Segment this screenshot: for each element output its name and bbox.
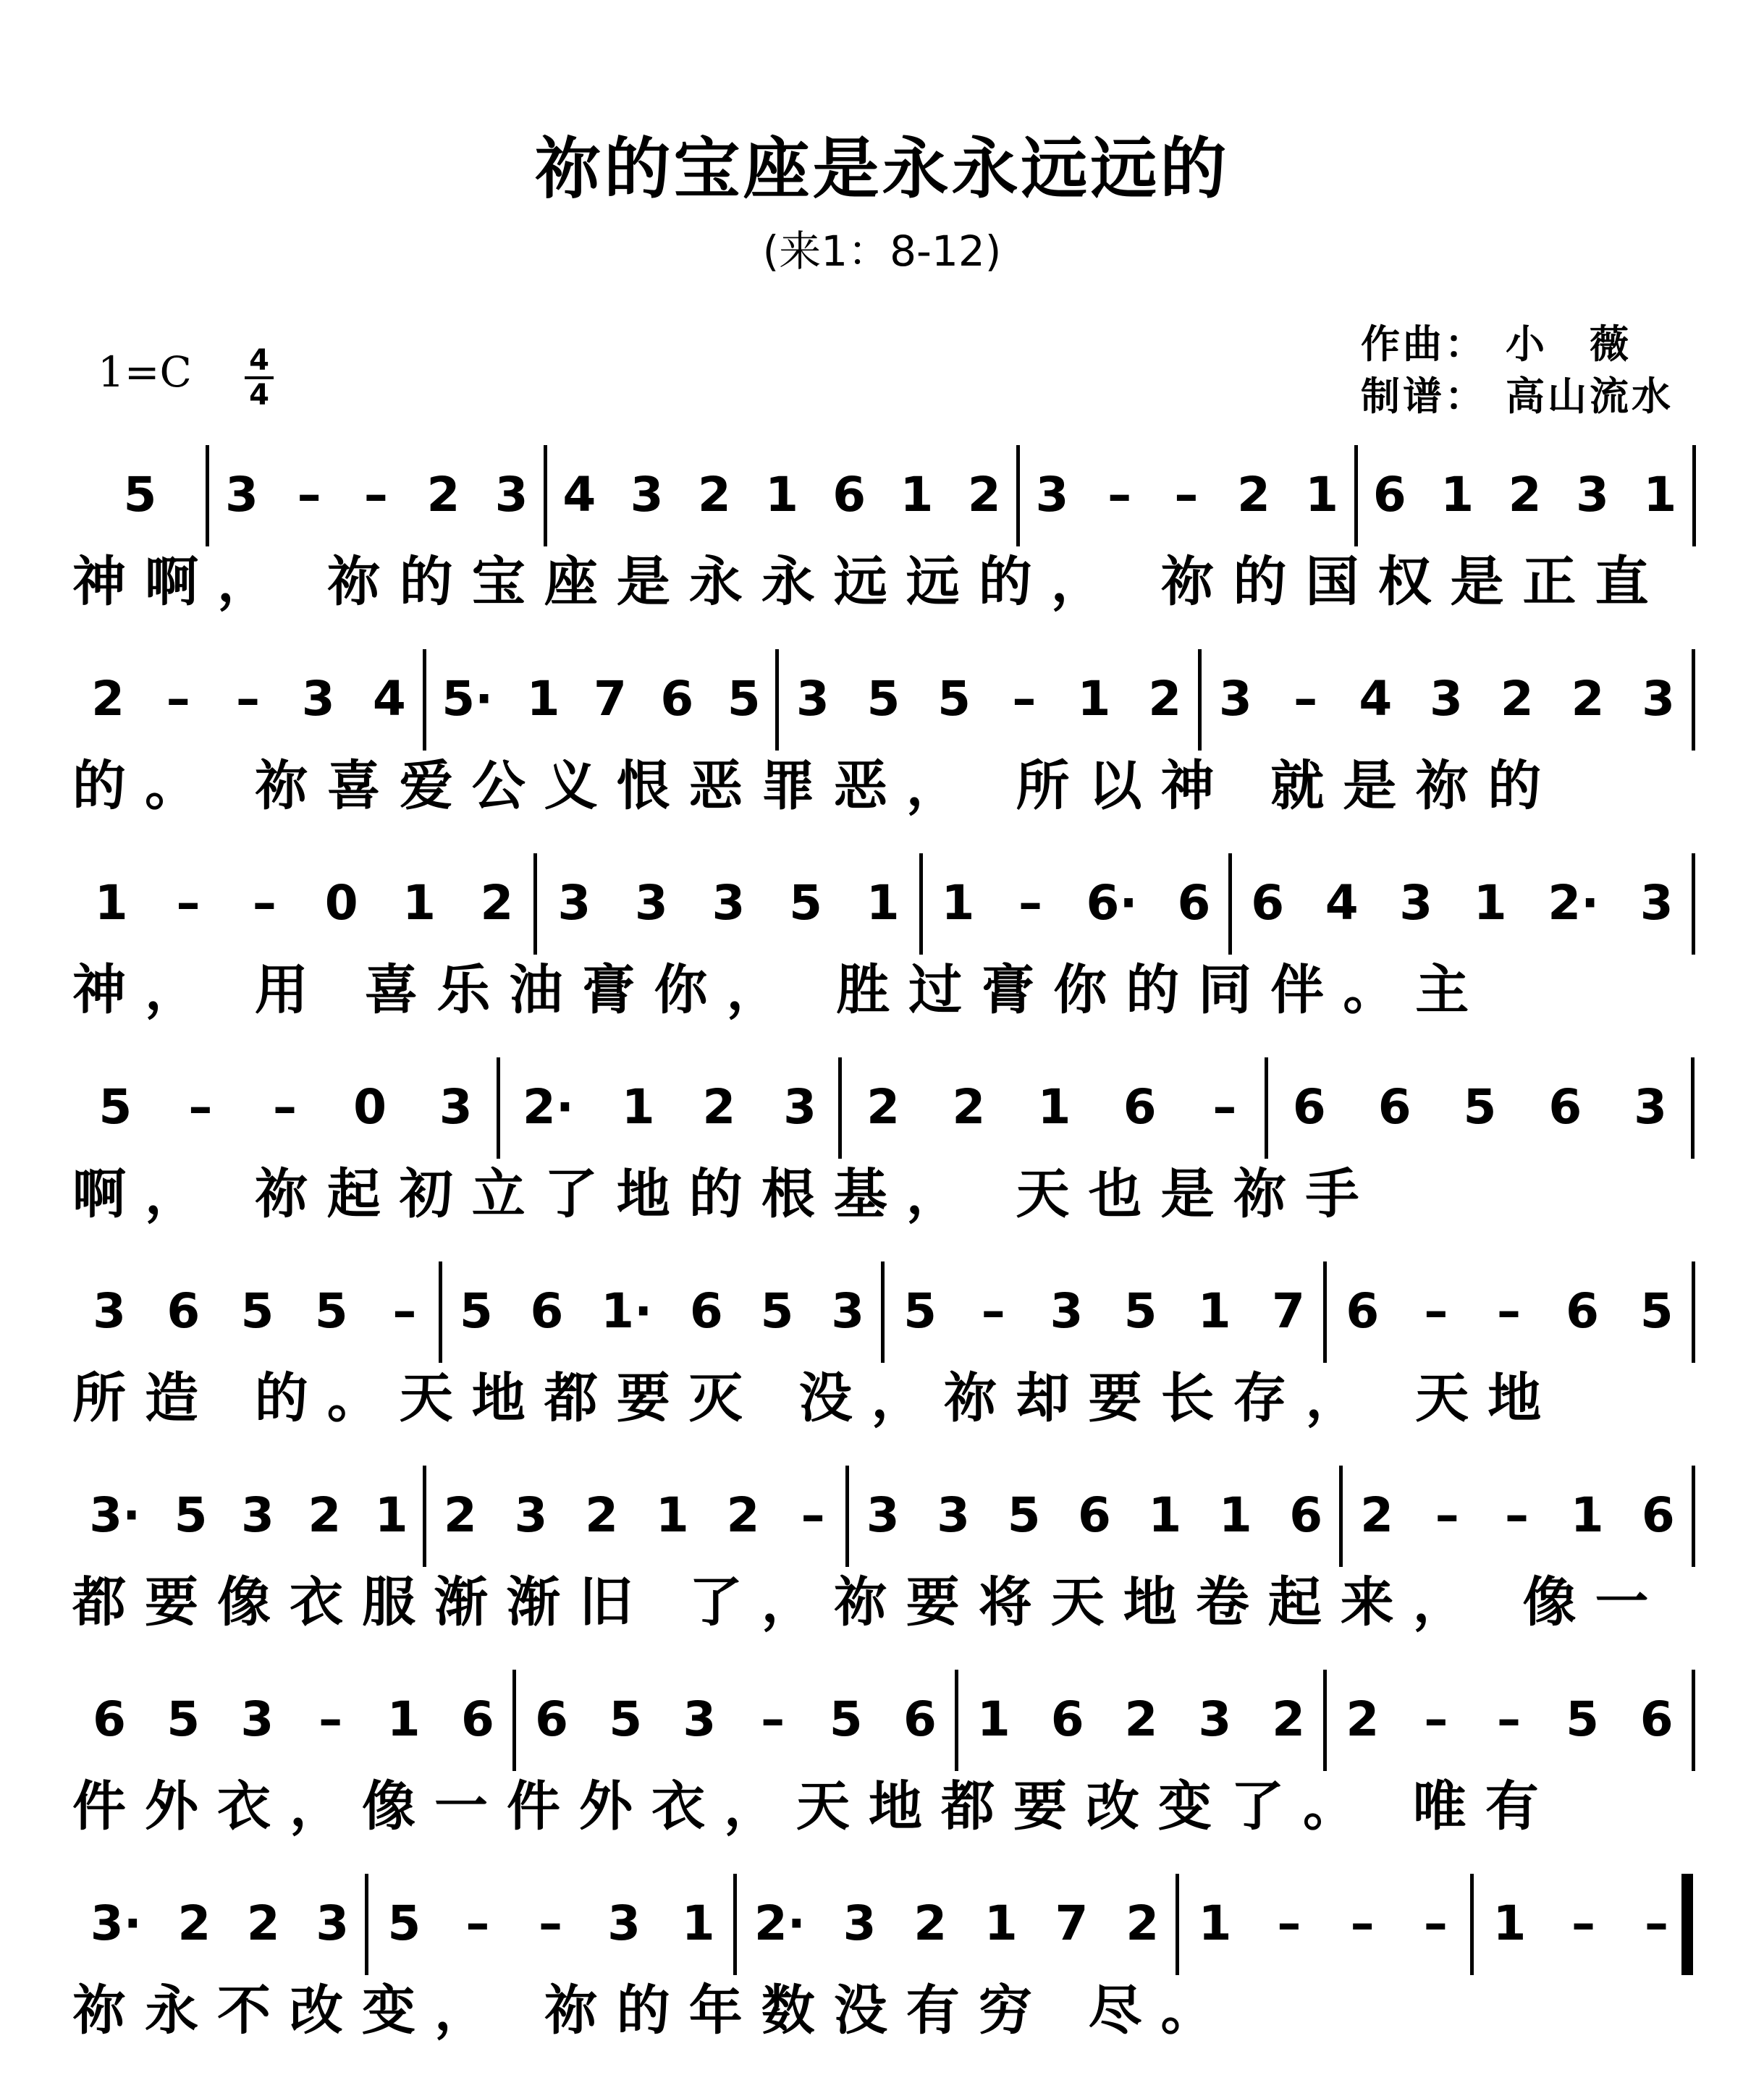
note: 5 — [789, 875, 823, 931]
note: 2 — [480, 875, 514, 931]
note: 1 — [1440, 467, 1474, 523]
barline — [439, 1261, 442, 1363]
note: 3 — [225, 467, 258, 523]
note: – — [801, 1487, 825, 1543]
barline — [497, 1057, 500, 1159]
note: 1 — [1570, 1487, 1604, 1543]
note: 6 — [530, 1283, 564, 1339]
lyrics-line: 件外衣，像一件外衣，天地都要改变了。 唯有 — [72, 1775, 1558, 1838]
measure — [72, 671, 425, 746]
note: 3 — [843, 1895, 877, 1951]
note: 5 — [1123, 1283, 1157, 1339]
note: 2 — [426, 467, 460, 523]
measure — [536, 875, 921, 950]
barline — [206, 445, 209, 546]
note: 1 — [621, 1079, 655, 1135]
note: – — [1497, 1691, 1521, 1747]
note: 1 — [866, 875, 900, 931]
notation-row — [72, 1466, 1694, 1567]
notation-row — [72, 649, 1694, 751]
time-signature — [245, 346, 274, 410]
note: 1 — [984, 1895, 1018, 1951]
note: 5 — [829, 1691, 863, 1747]
note: 6 — [1050, 1691, 1084, 1747]
note: – — [1505, 1487, 1529, 1543]
measure — [1341, 1487, 1694, 1563]
note: 0 — [353, 1079, 387, 1135]
note: 5 — [166, 1691, 201, 1747]
note: – — [1644, 1895, 1668, 1951]
measure — [1325, 1283, 1694, 1358]
note: – — [761, 1691, 785, 1747]
note: 3 — [796, 671, 830, 727]
note: 5 — [1639, 1283, 1674, 1339]
note: 1 — [1218, 1487, 1252, 1543]
note: 1 — [1197, 1283, 1231, 1339]
note: 2 — [1346, 1691, 1380, 1747]
note: 3 — [866, 1487, 900, 1543]
note: 3 — [439, 1079, 473, 1135]
note: 1 — [1643, 467, 1677, 523]
note: 5 — [123, 467, 157, 523]
barline — [1691, 1057, 1695, 1159]
song-title: 祢的宝座是永永远远的 — [534, 130, 1230, 208]
measure — [1325, 1691, 1694, 1767]
note: 5 — [1566, 1691, 1600, 1747]
measure — [72, 875, 536, 950]
note: 2 — [1508, 467, 1542, 523]
note: 3 — [1050, 1283, 1084, 1339]
note: 1 — [1198, 1895, 1232, 1951]
measure — [72, 1079, 499, 1154]
credit-composer — [1361, 318, 1674, 371]
note: – — [1497, 1283, 1521, 1339]
note: 1 — [1077, 671, 1111, 727]
measure — [957, 1691, 1325, 1767]
barline — [365, 1874, 368, 1975]
note: 6 — [1566, 1283, 1600, 1339]
measure — [72, 467, 208, 542]
note: – — [1212, 1079, 1237, 1135]
credit-label: 制谱： — [1361, 373, 1487, 419]
note: 3 — [1634, 1079, 1668, 1135]
note: 6 — [903, 1691, 937, 1747]
note: 5 — [98, 1079, 132, 1135]
note: 2 — [967, 467, 1001, 523]
note: 5 — [1463, 1079, 1497, 1135]
note: 6 — [460, 1691, 494, 1747]
note: 6 — [1639, 1691, 1674, 1747]
note: 1 — [900, 467, 934, 523]
lyrics-line: 祢永不改变， 祢的年数没有穷 尽。 — [72, 1979, 1233, 2042]
note: – — [981, 1283, 1005, 1339]
note: 6 — [1377, 1079, 1411, 1135]
note: 5 — [937, 671, 971, 727]
barline — [1692, 853, 1695, 955]
note: 6 — [660, 671, 694, 727]
note: – — [539, 1895, 562, 1951]
note: 2 — [913, 1895, 948, 1951]
note: 3 — [1430, 671, 1463, 727]
measure — [72, 1895, 367, 1971]
measure — [840, 1079, 1267, 1154]
note: 1 — [374, 1487, 408, 1543]
measure — [921, 875, 1231, 950]
note: 3 — [1576, 467, 1609, 523]
note: 1 — [681, 1895, 715, 1951]
note: 1 — [1148, 1487, 1182, 1543]
note: 4 — [1325, 875, 1359, 931]
barline — [919, 853, 923, 955]
note: 5 — [727, 671, 761, 727]
note: 3 — [607, 1895, 641, 1951]
time-signature-bottom: 4 — [249, 379, 269, 412]
barline — [838, 1057, 842, 1159]
note: – — [188, 1079, 213, 1135]
notation-row — [72, 1670, 1694, 1771]
note: 3 — [831, 1283, 865, 1339]
note: 2· — [754, 1895, 806, 1951]
note: 3 — [783, 1079, 817, 1135]
barline — [512, 1670, 516, 1771]
note: 4 — [1359, 671, 1393, 727]
note: – — [297, 467, 321, 523]
notation-row — [72, 1057, 1694, 1159]
notation-row — [72, 1874, 1694, 1975]
barline — [423, 1466, 426, 1567]
note: – — [273, 1079, 297, 1135]
note: – — [318, 1691, 343, 1747]
barline — [1323, 1261, 1327, 1363]
note: 1· — [601, 1283, 653, 1339]
note: 1 — [1473, 875, 1507, 931]
measure — [1178, 1895, 1472, 1971]
measure — [208, 467, 546, 542]
note: 5 — [609, 1691, 643, 1747]
barline — [423, 649, 426, 751]
note: – — [236, 671, 261, 727]
note: – — [1424, 1691, 1448, 1747]
note: 3 — [1399, 875, 1433, 931]
note: 1 — [94, 875, 128, 931]
barline — [1265, 1057, 1268, 1159]
barline — [955, 1670, 958, 1771]
barline — [1176, 1874, 1179, 1975]
barline — [1354, 445, 1358, 546]
note: 6 — [1346, 1283, 1380, 1339]
note: 2 — [952, 1079, 986, 1135]
note: 2 — [177, 1895, 211, 1951]
note: 6 — [1251, 875, 1285, 931]
barline — [1228, 853, 1232, 955]
note: 2 — [1124, 1691, 1158, 1747]
barline — [1016, 445, 1020, 546]
measure — [1200, 671, 1694, 746]
note: 6 — [1289, 1487, 1323, 1543]
note: – — [166, 671, 190, 727]
note: 4 — [562, 467, 596, 523]
lyrics-line: 的。 祢喜爱公义恨恶罪恶， 所以神 就是祢的 — [72, 755, 1561, 817]
key-signature: 1=C — [98, 347, 192, 397]
lyrics-line: 都要像衣服渐渐旧 了，祢要将天地卷起来， 像一 — [72, 1571, 1668, 1633]
lyrics-line: 所造 的。天地都要灭 没，祢却要长存， 天地 — [72, 1367, 1561, 1429]
barline — [1692, 1670, 1695, 1771]
note: – — [1294, 671, 1318, 727]
note: 2 — [308, 1487, 342, 1543]
note: 3· — [90, 1895, 142, 1951]
note: 3 — [316, 1895, 350, 1951]
measure — [546, 467, 1018, 542]
note: 1 — [941, 875, 975, 931]
note: 6 — [689, 1283, 723, 1339]
measure — [425, 671, 777, 746]
note: 2 — [585, 1487, 619, 1543]
note: – — [252, 875, 277, 931]
note: 3 — [93, 1283, 127, 1339]
barline — [775, 649, 779, 751]
barline — [1692, 445, 1696, 546]
note: 3 — [301, 671, 335, 727]
note: 2 — [726, 1487, 760, 1543]
note: 2 — [1360, 1487, 1394, 1543]
note: 4 — [372, 671, 406, 727]
note: 2 — [246, 1895, 280, 1951]
note: 1 — [1037, 1079, 1071, 1135]
lyrics-line: 神， 用 喜乐油膏你， 胜过膏你的同伴。主 — [72, 959, 1488, 1021]
note: 5 — [866, 671, 900, 727]
note: – — [1174, 467, 1199, 523]
note: 3· — [89, 1487, 141, 1543]
measure — [735, 1895, 1178, 1971]
barline — [1692, 1466, 1695, 1567]
measure — [425, 1487, 848, 1563]
note: 1 — [976, 1691, 1010, 1747]
credits — [1361, 318, 1674, 423]
note: 2 — [702, 1079, 736, 1135]
barline — [1323, 1670, 1327, 1771]
note: 1 — [402, 875, 436, 931]
note: 5 — [240, 1283, 274, 1339]
measure — [777, 671, 1200, 746]
barline — [1692, 1261, 1695, 1363]
note: 3 — [1639, 875, 1674, 931]
note: 1 — [1305, 467, 1339, 523]
barline — [1339, 1466, 1343, 1567]
barline — [733, 1874, 737, 1975]
barline — [1470, 1874, 1474, 1975]
note: 3 — [1198, 1691, 1232, 1747]
note: 2 — [1272, 1691, 1306, 1747]
measure — [515, 1691, 957, 1767]
note: 3 — [514, 1487, 548, 1543]
note: 5 — [1007, 1487, 1041, 1543]
note: 3 — [557, 875, 591, 931]
note: 3 — [1642, 671, 1676, 727]
measure — [72, 1691, 515, 1767]
measure — [72, 1283, 441, 1358]
note: 3 — [494, 467, 528, 523]
note: – — [465, 1895, 490, 1951]
note: 3 — [683, 1691, 717, 1747]
note: 6 — [166, 1283, 201, 1339]
note: 6 — [1372, 467, 1406, 523]
barline — [1198, 649, 1202, 751]
lyrics-line: 神啊， 祢的宝座是永永远远的， 祢的国权是正直 — [72, 551, 1668, 613]
barline — [544, 445, 547, 546]
note: 6 — [832, 467, 866, 523]
barline — [1692, 649, 1695, 751]
note: 2 — [1148, 671, 1182, 727]
notation-row — [72, 1261, 1694, 1363]
note: 2 — [1237, 467, 1270, 523]
note: 7 — [594, 671, 627, 727]
note: – — [1571, 1895, 1595, 1951]
note: 5 — [174, 1487, 208, 1543]
note: 5 — [387, 1895, 421, 1951]
note: 2 — [697, 467, 731, 523]
credit-transcriber — [1361, 371, 1674, 423]
credit-value: 小 薇 — [1506, 321, 1632, 367]
note: – — [176, 875, 201, 931]
note: – — [1435, 1487, 1459, 1543]
note: – — [1277, 1895, 1301, 1951]
note: 2 — [91, 671, 125, 727]
measure — [848, 1487, 1341, 1563]
note: 5 — [760, 1283, 794, 1339]
note: 6 — [535, 1691, 569, 1747]
time-signature-top: 4 — [249, 344, 269, 377]
note: 1 — [1493, 1895, 1527, 1951]
note: – — [392, 1283, 417, 1339]
note: 3 — [712, 875, 746, 931]
note: 3 — [241, 1487, 274, 1543]
note: 3 — [1218, 671, 1252, 727]
note: 2 — [1571, 671, 1605, 727]
song-subtitle: (来1：8-12) — [762, 227, 1002, 276]
measure — [499, 1079, 840, 1154]
notation-row — [72, 445, 1694, 546]
note: – — [1350, 1895, 1375, 1951]
note: 1 — [526, 671, 560, 727]
barline — [845, 1466, 849, 1567]
notation-row — [72, 853, 1694, 955]
note: 6 — [1123, 1079, 1157, 1135]
note: 1 — [765, 467, 798, 523]
note: – — [1107, 467, 1132, 523]
note: 6· — [1086, 875, 1138, 931]
measure — [441, 1283, 883, 1358]
measure — [1356, 467, 1694, 542]
measure — [1472, 1895, 1693, 1971]
note: 3 — [630, 467, 664, 523]
note: 0 — [324, 875, 358, 931]
note: 6 — [1641, 1487, 1675, 1543]
barline — [533, 853, 537, 955]
note: – — [363, 467, 388, 523]
barline — [881, 1261, 885, 1363]
note: 6 — [93, 1691, 127, 1747]
note: 2 — [1500, 671, 1534, 727]
measure — [1018, 467, 1356, 542]
note: – — [1018, 875, 1042, 931]
note: 5 — [459, 1283, 493, 1339]
measure — [883, 1283, 1325, 1358]
note: 7 — [1271, 1283, 1305, 1339]
note: – — [1423, 1895, 1448, 1951]
note: 1 — [387, 1691, 421, 1747]
note: 6 — [1078, 1487, 1111, 1543]
note: 2 — [443, 1487, 477, 1543]
note: 5 — [314, 1283, 348, 1339]
measure — [1267, 1079, 1693, 1154]
note: 6 — [1292, 1079, 1326, 1135]
note: 5· — [442, 671, 494, 727]
note: 3 — [240, 1691, 274, 1747]
note: 6 — [1548, 1079, 1582, 1135]
note: 2 — [1126, 1895, 1160, 1951]
measure — [367, 1895, 735, 1971]
credit-value: 高山流水 — [1506, 373, 1674, 419]
note: 6 — [1177, 875, 1211, 931]
measure — [72, 1487, 425, 1563]
note: 3 — [1035, 467, 1069, 523]
note: 5 — [903, 1283, 937, 1339]
note: – — [1012, 671, 1037, 727]
credit-label: 作曲： — [1361, 321, 1487, 367]
lyrics-line: 啊， 祢起初立了地的根基， 天也是祢手 — [72, 1163, 1378, 1225]
note: 7 — [1055, 1895, 1089, 1951]
note: 2· — [1548, 875, 1600, 931]
note: – — [1424, 1283, 1448, 1339]
note: 3 — [937, 1487, 971, 1543]
note: 2 — [866, 1079, 900, 1135]
note: 3 — [634, 875, 668, 931]
note: 2· — [522, 1079, 574, 1135]
note: 1 — [655, 1487, 689, 1543]
final-barline — [1681, 1874, 1693, 1975]
measure — [1231, 875, 1694, 950]
